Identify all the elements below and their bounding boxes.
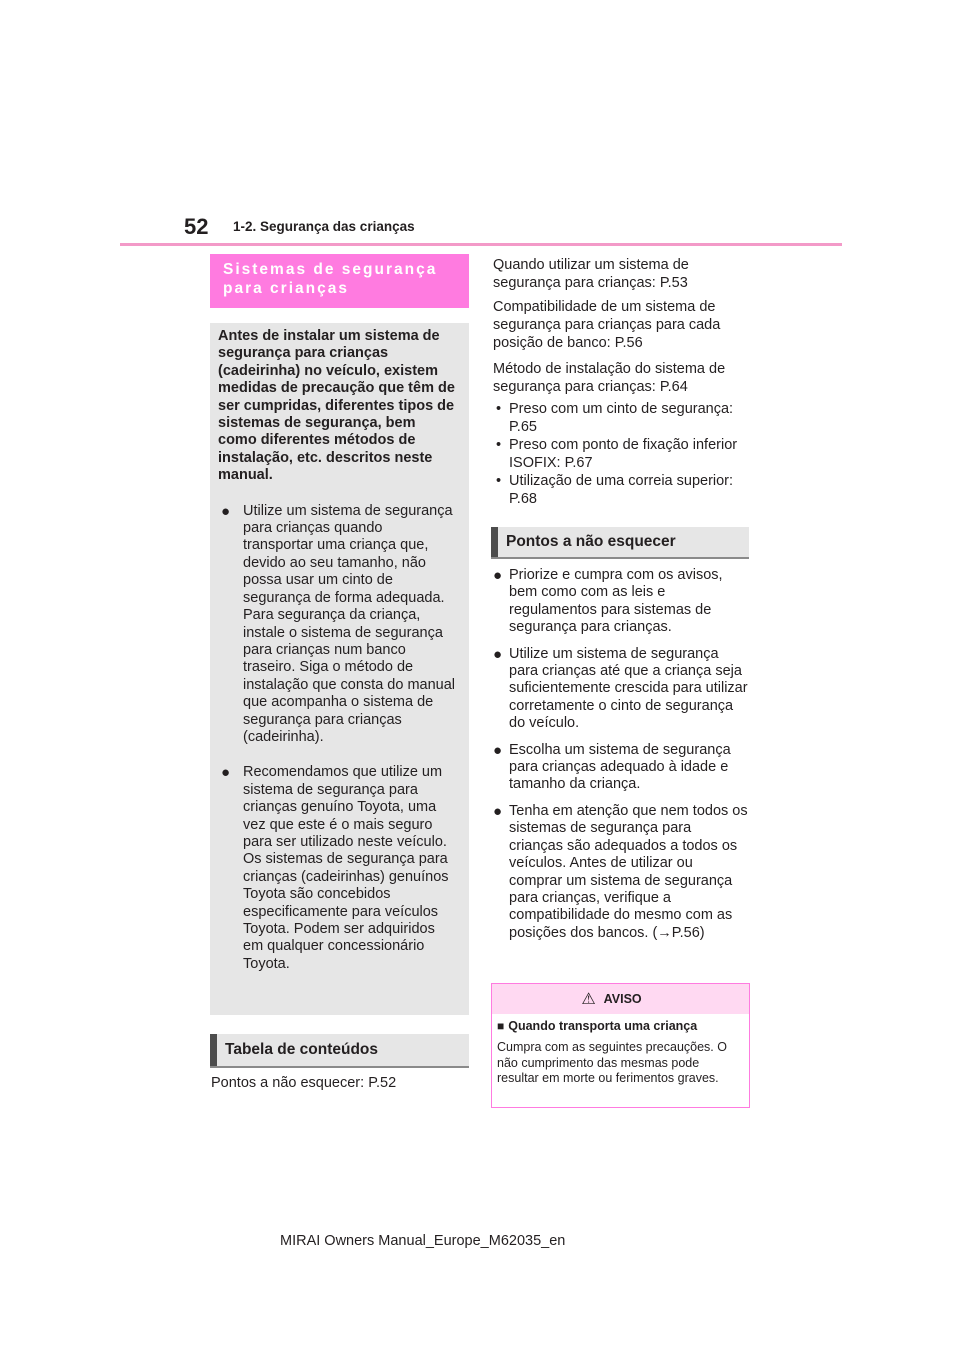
section-banner-line-1: Sistemas de segurança xyxy=(223,261,438,278)
bullet-dot-icon: ● xyxy=(493,567,503,584)
list-item xyxy=(491,803,749,942)
footer-doc-id: MIRAI Owners Manual_Europe_M62035_en xyxy=(280,1233,566,1249)
section-banner xyxy=(210,254,469,308)
toc-sub-list xyxy=(493,400,755,508)
warning-triangle-icon: ⚠ xyxy=(581,991,596,1008)
sub-bullet-icon: • xyxy=(496,401,502,417)
list-item-text: Priorize e cumpra com os avisos, bem como com as leis e regulamentos para sistemas de segurança para crianças. xyxy=(509,567,723,636)
toc-link-quando-utilizar[interactable]: Quando utilizar um sistema de segurança para crianças: P.53 xyxy=(493,257,689,291)
toc-sub-item-text: Utilização de uma correia superior: P.68 xyxy=(509,473,734,507)
remember-heading xyxy=(491,527,749,559)
toc-sub-item[interactable] xyxy=(493,400,755,436)
warning-body xyxy=(492,1014,749,1087)
warning-box xyxy=(491,983,750,1108)
toc-sub-item-text: Preso com um cinto de segurança: P.65 xyxy=(509,401,734,435)
warning-subtitle: Quando transporta uma criança xyxy=(508,1019,698,1033)
warning-title: AVISO xyxy=(603,992,642,1006)
warning-subtitle-row xyxy=(497,1019,743,1033)
bullet-dot-icon: ● xyxy=(493,645,503,663)
info-box xyxy=(210,323,469,1015)
list-item xyxy=(491,567,749,637)
list-item-text: Tenha em atenção que nem todos os sistemas de segurança para crianças são adequados a todos os veículos. Antes de utilizar ou comprar um sistema de segurança para crianças, verifique a compatibilidade do mesmo com as posições dos bancos. (→P.56) xyxy=(509,802,748,941)
toc-heading xyxy=(210,1034,469,1068)
toc-sub-item[interactable] xyxy=(493,472,755,508)
remember-list xyxy=(491,567,749,942)
list-item-text: Escolha um sistema de segurança para crianças adequado à idade e tamanho da criança. xyxy=(509,741,731,793)
toc-sub-item[interactable] xyxy=(493,436,755,472)
list-item xyxy=(218,764,455,973)
heading-accent xyxy=(491,527,498,557)
list-item xyxy=(491,646,749,733)
heading-accent xyxy=(210,1034,217,1066)
toc-link-pontos[interactable]: Pontos a não esquecer: P.52 xyxy=(211,1075,397,1091)
list-item xyxy=(491,742,749,794)
toc-link-metodo[interactable]: Método de instalação do sistema de segurança para crianças: P.64 xyxy=(493,361,726,395)
list-item-text: Utilize um sistema de segurança para crianças quando transportar uma criança que, devido ao seu tamanho, não possa usar um cinto de segurança de forma adequada. Para segurança da criança, instale o sistema de segurança para crianças num banco traseiro. Siga o método de instalação que consta do manual que acompanha o sistema de segurança para crianças (cadeirinha). xyxy=(243,502,456,745)
bullet-dot-icon: ● xyxy=(493,802,503,820)
list-item-text: Utilize um sistema de segurança para crianças até que a criança seja suficientemente crescida para utilizar corretamente o cinto de segurança do veículo. xyxy=(509,645,748,732)
warning-header xyxy=(492,984,749,1014)
info-intro: Antes de instalar um sistema de segurança para crianças (cadeirinha) no veículo, existem medidas de precaução que têm de ser cumpridas, diferentes tipos de sistemas de segurança, bem como diferentes métodos de instalação, etc. descritos neste manual. xyxy=(218,328,455,484)
toc-sub-item-text: Preso com ponto de fixação inferior ISOFIX: P.67 xyxy=(509,437,738,471)
toc-heading-label: Tabela de conteúdos xyxy=(225,1041,379,1058)
remember-heading-label: Pontos a não esquecer xyxy=(506,533,676,550)
bullet-dot-icon: ● xyxy=(493,741,503,759)
section-title: 1-2. Segurança das crianças xyxy=(233,219,415,234)
page-number: 52 xyxy=(184,214,209,239)
list-item xyxy=(218,503,455,747)
header-divider xyxy=(120,243,842,246)
bullet-dot-icon: ● xyxy=(221,502,231,520)
list-item-text: Recomendamos que utilize um sistema de segurança para crianças genuíno Toyota, uma vez que este é o mais seguro para ser utilizado neste veículo. Os sistemas de segurança para crianças (cadeirinhas) genuínos Toyota são concebidos especificamente para veículos Toyota. Podem ser adquiridos em qualquer concessionário Toyota. xyxy=(243,764,449,972)
bullet-dot-icon: ● xyxy=(221,764,231,782)
toc-link-compatibilidade[interactable]: Compatibilidade de um sistema de segurança para crianças para cada posição de banco: P.56 xyxy=(493,299,721,351)
section-banner-line-2: para crianças xyxy=(223,280,349,297)
warning-text: Cumpra com as seguintes precauções. O não cumprimento das mesmas pode resultar em morte ou ferimentos graves. xyxy=(497,1040,727,1085)
sub-bullet-icon: • xyxy=(496,473,502,489)
square-bullet-icon: ■ xyxy=(497,1019,505,1033)
sub-bullet-icon: • xyxy=(496,437,502,453)
